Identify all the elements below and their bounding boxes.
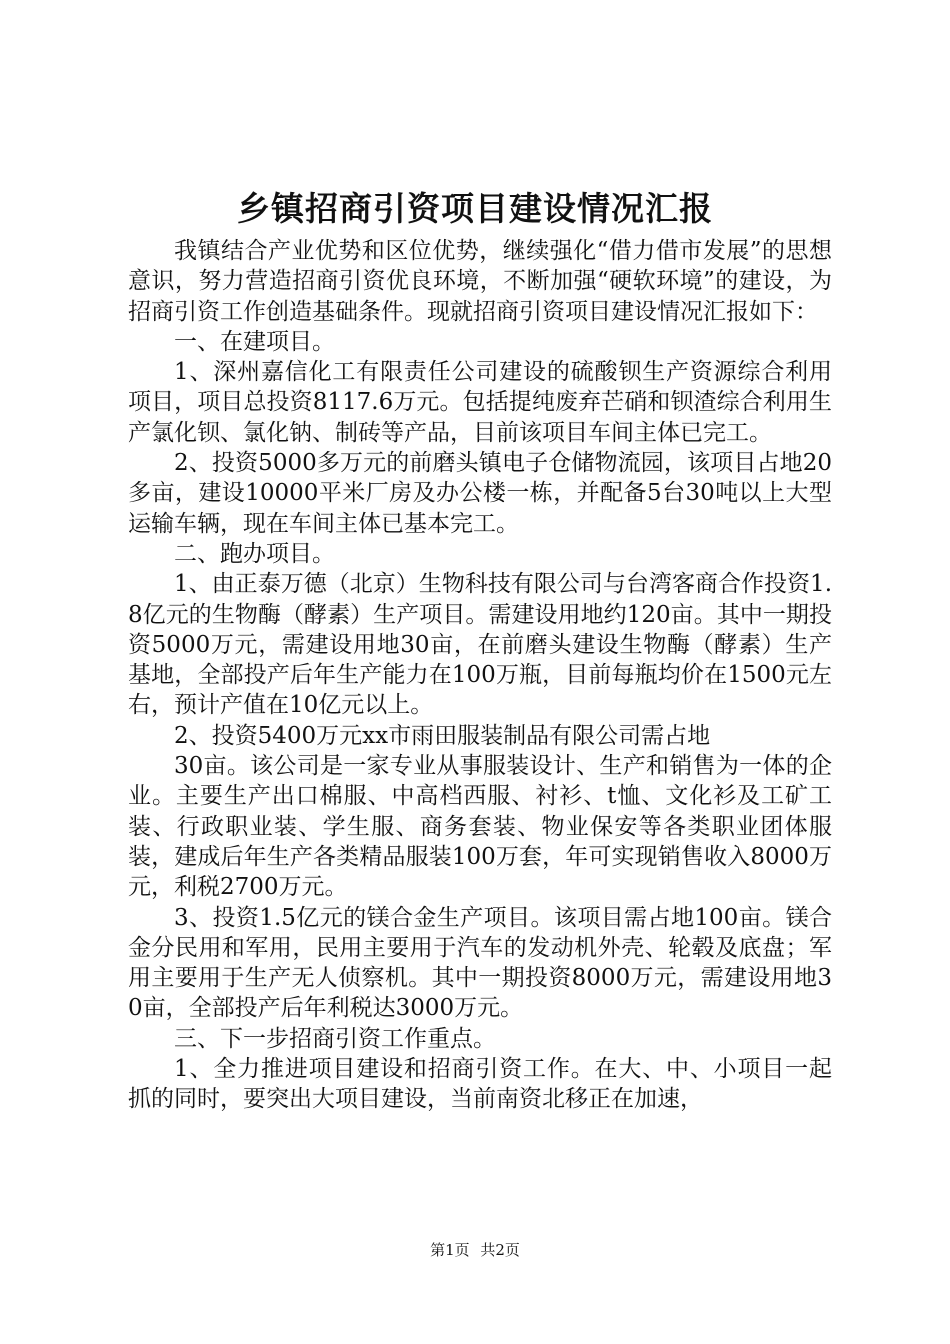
paragraph-project-garment-details: 30亩。该公司是一家专业从事服装设计、生产和销售为一体的企业。主要生产出口棉服、中高档西服、衬衫、t恤、文化衫及工矿工装、行政职业装、学生服、商务套装、物业保安等各类职业团体服装，建成后年生产各类精品服装100万套，年可实现销售收入8000万元，利税2700万元。 — [128, 753, 832, 901]
intro-paragraph: 我镇结合产业优势和区位优势，继续强化“借力借市发展”的思想意识，努力营造招商引资优良环境，不断加强“硬软环境”的建设，为招商引资工作创造基础条件。现就招商引资项目建设情况汇报如下： — [128, 238, 832, 325]
document-body — [128, 236, 832, 1115]
document-title: 乡镇招商引资项目建设情况汇报 — [237, 189, 713, 228]
section-heading-pending-projects: 二、跑办项目。 — [174, 540, 335, 567]
paragraph-project-magnesium-alloy: 3、投资1.5亿元的镁合金生产项目。该项目需占地100亩。镁合金分民用和军用，民用主要用于汽车的发动机外壳、轮毂及底盘；军用主要用于生产无人侦察机。其中一期投资8000万元，需建设用地30亩，全部投产后年利税达3000万元。 — [128, 904, 832, 1022]
paragraph-project-logistics-park: 2、投资5000多万元的前磨头镇电子仓储物流园，该项目占地20多亩，建设10000平米厂房及办公楼一栋，并配备5台30吨以上大型运输车辆，现在车间主体已基本完工。 — [128, 450, 832, 537]
paragraph-project-barium-sulfate: 1、深州嘉信化工有限责任公司建设的硫酸钡生产资源综合利用项目，项目总投资8117.6万元。包括提纯废弃芒硝和钡渣综合利用生产氯化钡、氯化钠、制砖等产品，目前该项目车间主体已完工。 — [128, 359, 832, 446]
paragraph-project-garment-line: 2、投资5400万元xx市雨田服装制品有限公司需占地 — [174, 722, 711, 749]
paragraph-next-step-1: 1、全力推进项目建设和招商引资工作。在大、中、小项目一起抓的同时，要突出大项目建设，当前南资北移正在加速， — [128, 1056, 832, 1113]
paragraph-project-bio-enzyme: 1、由正泰万德（北京）生物科技有限公司与台湾客商合作投资1.8亿元的生物酶（酵素）生产项目。需建设用地约120亩。其中一期投资5000万元，需建设用地30亩，在前磨头建设生物酶（酵素）生产基地，全部投产后年生产能力在100万瓶，目前每瓶均价在1500元左右，预计产值在10亿元以上。 — [128, 571, 832, 719]
page-total: 共2页 — [480, 1241, 520, 1259]
section-heading-under-construction: 一、在建项目。 — [174, 328, 335, 355]
page-number: 第1页 — [430, 1241, 470, 1259]
section-heading-next-steps: 三、下一步招商引资工作重点。 — [174, 1025, 496, 1052]
page-footer — [0, 1240, 950, 1260]
